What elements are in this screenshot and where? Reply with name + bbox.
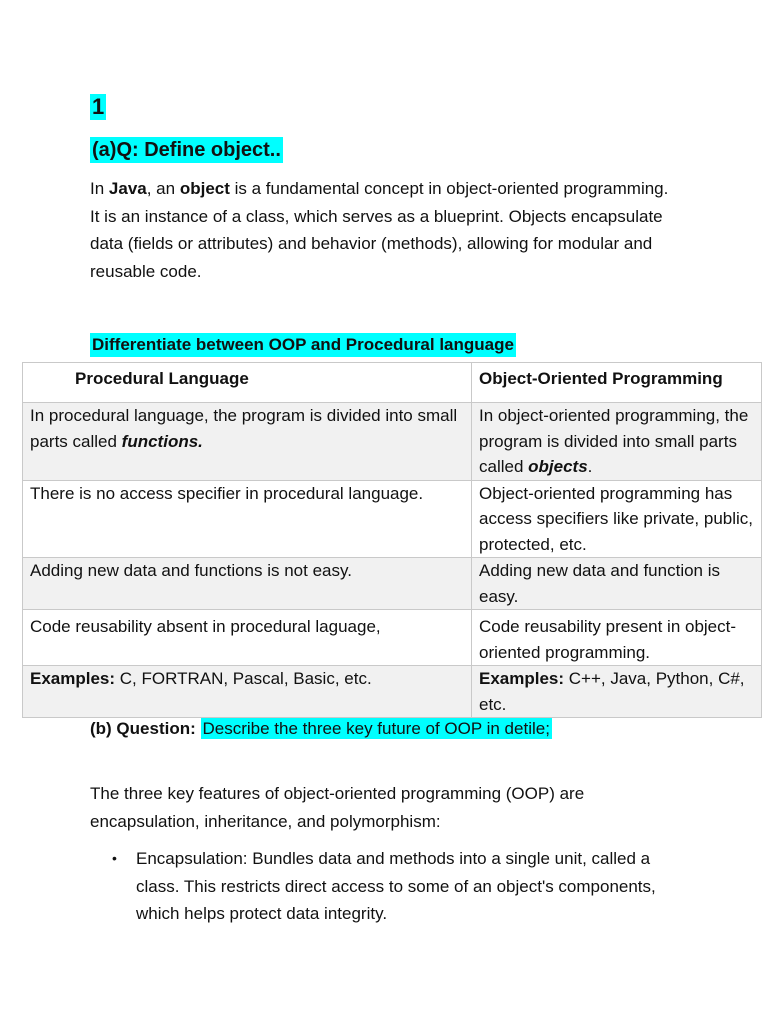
- cell-procedural: Adding new data and functions is not easy.: [23, 558, 472, 610]
- cell-oop: Examples: C++, Java, Python, C#, etc.: [472, 666, 762, 718]
- question-b: [90, 716, 552, 742]
- question-b-text: Describe the three key future of OOP in detile;: [202, 719, 550, 738]
- differentiate-heading: Differentiate between OOP and Procedural language: [90, 333, 516, 357]
- question-number: 1: [92, 94, 105, 119]
- table-row: [23, 610, 762, 666]
- bullet-icon: •: [112, 850, 117, 866]
- cell-oop: Code reusability present in object-oriented programming.: [472, 610, 762, 666]
- table-header-row: [23, 363, 762, 403]
- object-term: object: [179, 179, 230, 198]
- cell-oop: Adding new data and function is easy.: [472, 558, 762, 610]
- comparison-table: [22, 362, 762, 718]
- cell-procedural: In procedural language, the program is divided into small parts called functions.: [23, 403, 472, 481]
- object-definition: In Java, an object is a fundamental concept in object-oriented programming. It is an instance of a class, which serves as a blueprint. Objects encapsulate data (fields or attributes) and behavior (methods), allowing for modular and reusable code.: [90, 179, 669, 281]
- table-row: [23, 558, 762, 610]
- cell-oop: In object-oriented programming, the program is divided into small parts called objects.: [472, 403, 762, 481]
- cell-procedural: There is no access specifier in procedural language.: [23, 480, 472, 558]
- question-b-label: (b) Question:: [90, 719, 196, 738]
- cell-procedural: Code reusability absent in procedural laguage,: [23, 610, 472, 666]
- question-a-title: (a)Q: Define object..: [92, 139, 281, 161]
- list-item: • Encapsulation: Bundles data and methods into a single unit, called a class. This restricts direct access to some of an object's components, which helps protect data integrity.: [90, 845, 690, 928]
- header-oop: Object-Oriented Programming: [472, 363, 762, 403]
- header-procedural: Procedural Language: [23, 363, 472, 403]
- table-row: [23, 403, 762, 481]
- table-row: [23, 480, 762, 558]
- features-intro: The three key features of object-oriented programming (OOP) are encapsulation, inheritance, and polymorphism:: [90, 784, 585, 831]
- cell-oop: Object-oriented programming has access specifiers like private, public, protected, etc.: [472, 480, 762, 558]
- features-list: [90, 845, 690, 928]
- cell-procedural: Examples: C, FORTRAN, Pascal, Basic, etc.: [23, 666, 472, 718]
- table-row: [23, 666, 762, 718]
- java-term: Java: [108, 179, 147, 198]
